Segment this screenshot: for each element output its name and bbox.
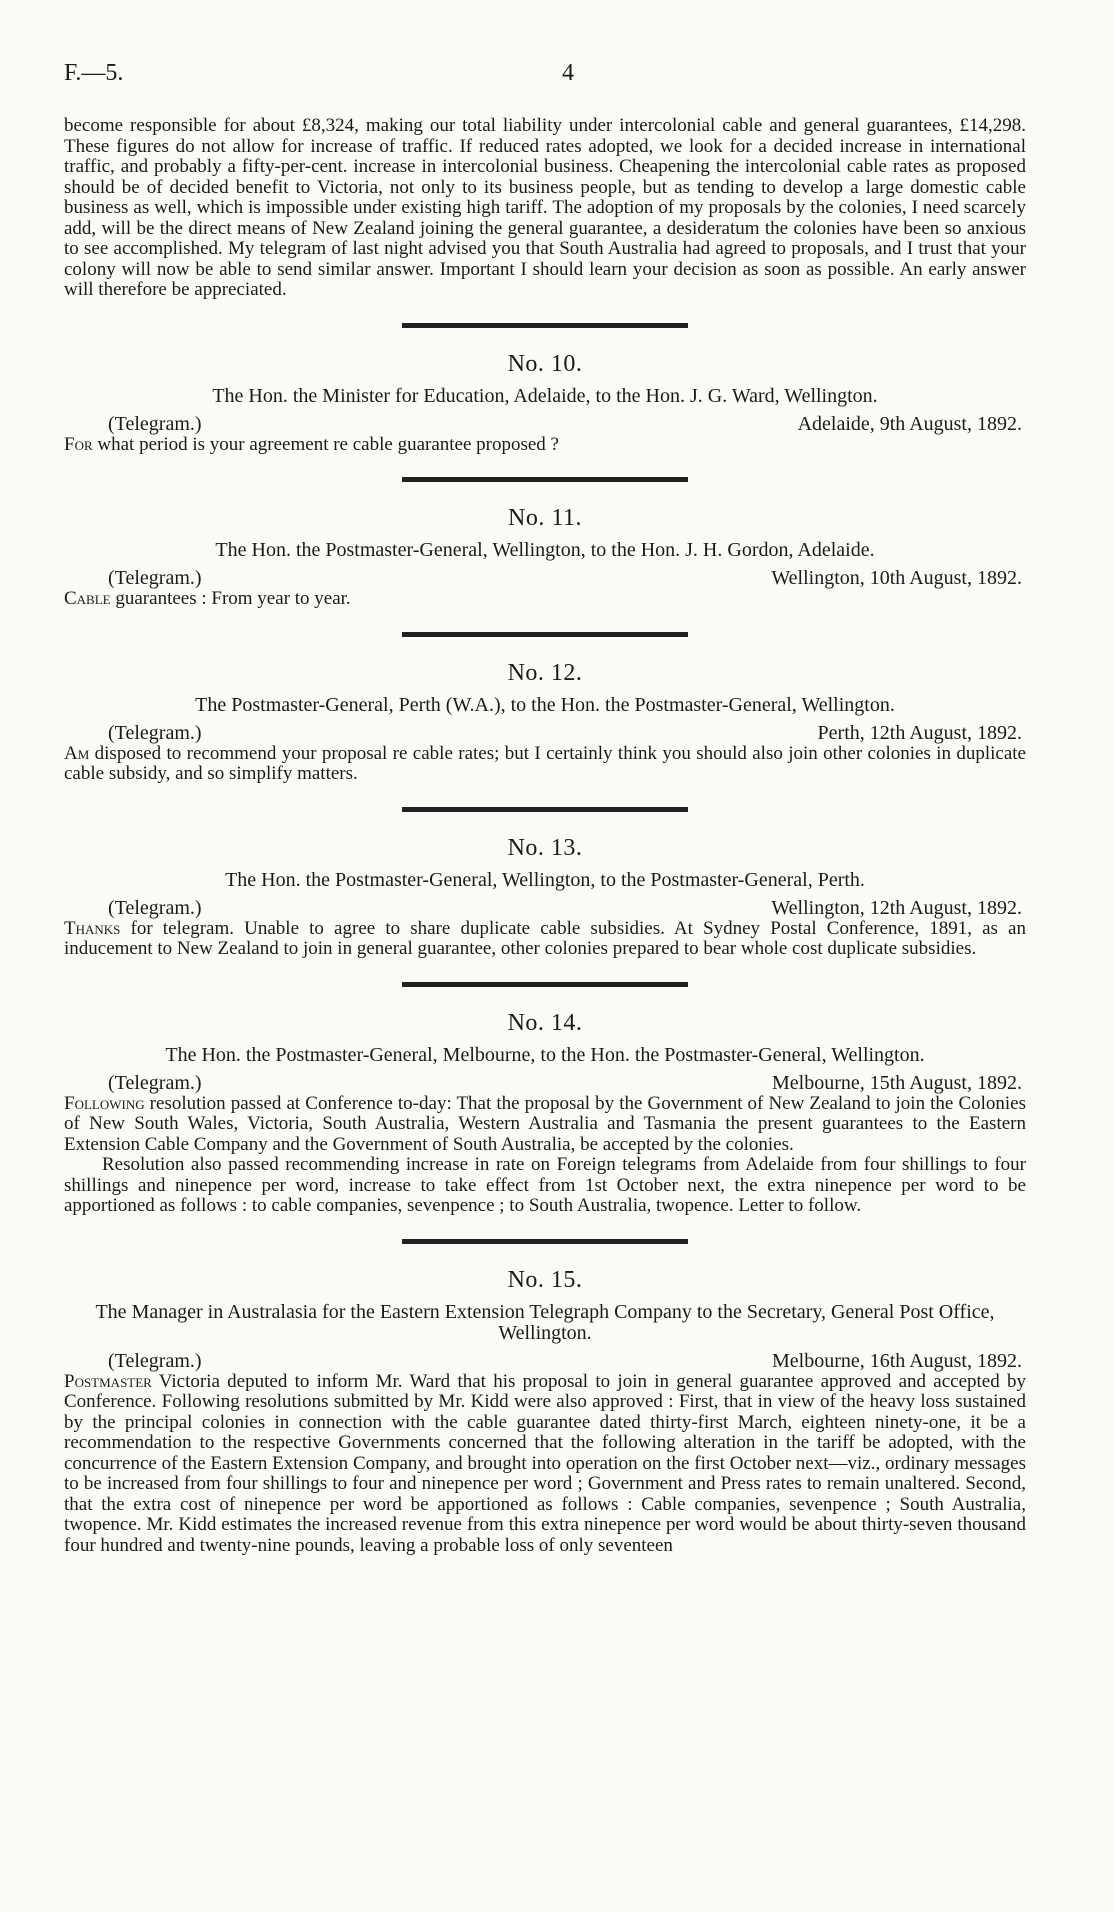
dateline: Melbourne, 16th August, 1892.: [772, 1349, 1022, 1372]
paragraph-lead-word: Am: [64, 742, 90, 764]
telegram-label: (Telegram.): [108, 567, 202, 589]
telegram-line: [64, 897, 1026, 919]
section-number: No. 14.: [507, 1009, 583, 1036]
sections: [64, 323, 1026, 1557]
telegram-line: [64, 1350, 1026, 1372]
section-paragraph: [64, 1094, 1026, 1156]
telegram-label: (Telegram.): [108, 412, 202, 435]
telegram-label: (Telegram.): [108, 1349, 202, 1372]
telegram-label: (Telegram.): [108, 896, 202, 919]
section-address: The Hon. the Postmaster-General, Wellington, to the Hon. J. H. Gordon, Adelaide.: [215, 539, 875, 561]
section-paragraph: [64, 589, 1026, 610]
telegram-line: [64, 722, 1026, 744]
section-address: The Hon. the Minister for Education, Adelaide, to the Hon. J. G. Ward, Wellington.: [212, 384, 878, 407]
paragraph-lead-word: For: [64, 433, 93, 455]
paragraph-text: guarantees : From year to year.: [110, 588, 351, 609]
section-paragraph: [64, 744, 1026, 785]
section-address: The Postmaster-General, Perth (W.A.), to the Hon. the Postmaster-General, Wellington.: [195, 693, 895, 716]
telegram-line: [64, 1072, 1026, 1094]
paragraph-lead-word: Following: [64, 1092, 145, 1114]
section-paragraph: [64, 1155, 1026, 1217]
intro-paragraph: become responsible for about £8,324, making our total liability under intercolonial cable and general guarantees, £14,298. These figures do not allow for increase of traffic. If reduced rates adopted, we look for a decided increase in international traffic, and probably a fifty-per-cent. increase in intercolonial business. Cheapening the intercolonial cable rates as proposed should be of decided benefit to Victoria, not only to its business people, but as tending to develop a large domestic cable business as well, which is impossible under existing high tariff. The adoption of my proposals by the colonies, I need scarcely add, will be the direct means of New Zealand joining the general guarantee, a desideratum the colonies have been so anxious to see accomplished. My telegram of last night advised you that South Australia had agreed to proposals, and I trust that your colony will now be able to send similar answer. Important I should learn your decision as soon as possible. An early answer will therefore be appreciated.: [64, 115, 1026, 300]
paragraph-text: Victoria deputed to inform Mr. Ward that his proposal to join in general guarantee approved and accepted by Conference. Following resolutions submitted by Mr. Kidd were also approved : First, that in view of the heavy loss sustained by the principal colonies in connection with the cable guarantee dated thirty-first March, eighteen ninety-one, it be a recommendation to the respective Governments concerned that the following alteration in the tariff be adopted, with the concurrence of the Eastern Extension Company, and brought into operation on the first October next—viz., ordinary messages to be increased from four shillings to four and ninepence per word ; Government and Press rates to remain unaltered. Second, that the extra cost of ninepence per word be apportioned as follows : Cable companies, sevenpence ; South Australia, twopence. Mr. Kidd estimates the increased revenue from this extra ninepence per word would be about thirty-seven thousand four hundred and twenty-nine pounds, leaving a probable loss of only seventeen: [64, 1370, 1026, 1556]
document-reference: F.—5.: [64, 60, 124, 86]
paragraph-lead-word: Thanks: [64, 917, 121, 939]
paragraph-text: disposed to recommend your proposal re cable rates; but I certainly think you should also join other colonies in duplicate cable subsidy, and so simplify matters.: [64, 742, 1026, 784]
section-divider: [402, 632, 688, 637]
section-number: No. 12.: [507, 659, 583, 686]
paragraph-text: Resolution also passed recommending increase in rate on Foreign telegrams from Adelaide from four shillings to four shillings and ninepence per word, increase to take effect from 1st October next, the extra ninepence per word to be apportioned as follows : to cable companies, sevenpence ; to South Australia, twopence. Letter to follow.: [64, 1154, 1026, 1216]
dateline: Perth, 12th August, 1892.: [817, 721, 1022, 744]
section-divider: [402, 323, 688, 328]
dateline: Wellington, 10th August, 1892.: [771, 567, 1022, 589]
page-number: 4: [562, 60, 574, 86]
telegram-label: (Telegram.): [108, 721, 202, 744]
section-address: The Hon. the Postmaster-General, Melbourne, to the Hon. the Postmaster-General, Wellington.: [165, 1043, 925, 1066]
section-divider: [402, 477, 688, 482]
section-divider: [402, 1239, 688, 1244]
telegram-line: [64, 567, 1026, 589]
section-address: The Manager in Australasia for the Eastern Extension Telegraph Company to the Secretary, General Post Office, Wellington.: [95, 1300, 995, 1344]
section-number: No. 13.: [507, 834, 583, 861]
section-number: No. 15.: [507, 1266, 583, 1293]
paragraph-text: resolution passed at Conference to-day: That the proposal by the Government of New Zealand to join the Colonies of New South Wales, Victoria, South Australia, Western Australia and Tasmania the present guarantees to the Eastern Extension Cable Company and the Government of South Australia, be accepted by the colonies.: [64, 1092, 1026, 1155]
section-number: No. 11.: [508, 505, 582, 531]
section-divider: [402, 982, 688, 987]
section-paragraph: [64, 1372, 1026, 1557]
paragraph-text: for telegram. Unable to agree to share duplicate cable subsidies. At Sydney Postal Conference, 1891, as an inducement to New Zealand to join in general guarantee, other colonies prepared to bear whole cost duplicate subsidies.: [64, 917, 1026, 959]
page-header: [64, 60, 1026, 96]
telegram-line: [64, 413, 1026, 435]
section-address: The Hon. the Postmaster-General, Wellington, to the Postmaster-General, Perth.: [225, 868, 865, 891]
dateline: Melbourne, 15th August, 1892.: [772, 1071, 1022, 1094]
paragraph-lead-word: Postmaster: [64, 1370, 152, 1392]
section-number: No. 10.: [507, 350, 583, 377]
section-paragraph: [64, 435, 1026, 456]
section-paragraph: [64, 919, 1026, 960]
paragraph-lead-word: Cable: [64, 588, 111, 609]
section-divider: [402, 807, 688, 812]
document-page: [64, 60, 1026, 1556]
telegram-label: (Telegram.): [108, 1071, 202, 1094]
paragraph-text: what period is your agreement re cable guarantee proposed ?: [92, 433, 559, 455]
dateline: Adelaide, 9th August, 1892.: [797, 412, 1022, 435]
dateline: Wellington, 12th August, 1892.: [771, 896, 1022, 919]
